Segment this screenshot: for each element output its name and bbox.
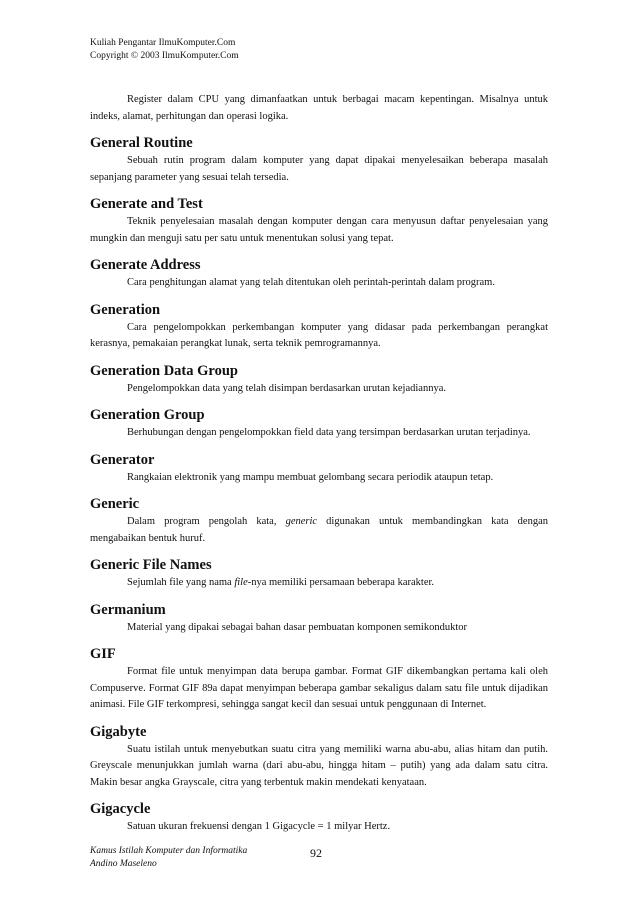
- header-copyright: Copyright © 2003 IlmuKomputer.Com: [90, 51, 239, 61]
- entry-definition: Material yang dipakai sebagai bahan dasar pembuatan komponen semikonduktor: [127, 621, 467, 633]
- glossary-entry: [90, 601, 548, 637]
- entry-definition: Teknik penyelesaian masalah dengan komputer dengan cara menyusun daftar penyelesaian yang mungkin dan menguji satu per satu untuk menentukan solusi yang tepat.: [90, 216, 548, 244]
- glossary-entry: [90, 451, 548, 487]
- footer-author: Andino Maseleno: [90, 859, 157, 869]
- definition-italic-text: file: [234, 577, 248, 588]
- entry-term: GIF: [90, 646, 116, 662]
- entry-term: Germanium: [90, 601, 166, 618]
- glossary-entry: [90, 362, 548, 398]
- definition-text: Sejumlah file yang nama: [127, 577, 235, 588]
- entry-term: Generic File Names: [90, 557, 212, 573]
- page-footer: [90, 845, 247, 871]
- page-header: [90, 37, 239, 63]
- entry-term: Generator: [90, 451, 155, 468]
- definition-text: Dalam program pengolah kata,: [127, 516, 286, 527]
- entry-term: Gigabyte: [90, 723, 147, 740]
- entry-definition: [90, 575, 548, 592]
- page-number: 92: [310, 846, 322, 860]
- entry-definition: [90, 514, 548, 547]
- entry-definition: Cara penghitungan alamat yang telah ditentukan oleh perintah-perintah dalam program.: [127, 277, 495, 288]
- entry-definition: Suatu istilah untuk menyebutkan suatu citra yang memiliki warna abu-abu, alias hitam dan putih. Greyscale menunjukkan jumlah warna (dari abu-abu, hingga hitam – putih) yang ada dalam satu citra. Makin besar angka Grayscale, citra yang terbentuk makin mendekati kenyataan.: [90, 743, 548, 788]
- glossary-content: [90, 92, 548, 836]
- entry-definition: Berhubungan dengan pengelompokkan field data yang tersimpan berdasarkan urutan terjadinya.: [127, 427, 531, 438]
- entry-term: Generation Group: [90, 407, 205, 423]
- intro-paragraph: Register dalam CPU yang dimanfaatkan untuk berbagai macam kepentingan. Misalnya untuk indeks, alamat, perhitungan dan operasi logika.: [90, 94, 548, 122]
- glossary-entry: [90, 495, 548, 547]
- footer-book-title: Kamus Istilah Komputer dan Informatika: [90, 846, 248, 856]
- entry-term: Generation Data Group: [90, 362, 238, 379]
- glossary-entry: [90, 556, 548, 592]
- glossary-entry: [90, 256, 548, 292]
- glossary-entry: [90, 645, 548, 714]
- definition-italic-text: generic: [285, 516, 318, 527]
- glossary-entry: [90, 723, 548, 792]
- entry-definition: Sebuah rutin program dalam komputer yang dapat dipakai menyelesaikan beberapa masalah sepanjang parameter yang sesuai telah tersedia.: [90, 155, 548, 183]
- entry-term: Gigacycle: [90, 801, 151, 817]
- entry-definition: Rangkaian elektronik yang mampu membuat gelombang secara periodik ataupun tetap.: [127, 471, 494, 483]
- entry-term: Generic: [90, 496, 140, 512]
- glossary-entry: [90, 800, 548, 836]
- entry-term: General Routine: [90, 135, 193, 151]
- glossary-entry: [90, 406, 548, 442]
- entry-definition: Pengelompokkan data yang telah disimpan berdasarkan urutan kejadiannya.: [127, 382, 446, 394]
- entry-definition: Cara pengelompokkan perkembangan komputer yang didasar pada perkembangan perangkat kerasnya, pemakaian perangkat lunak, serta teknik pemrogramannya.: [90, 321, 548, 349]
- definition-text: digunakan untuk membandingkan kata dengan mengabaikan bentuk huruf.: [90, 516, 548, 544]
- glossary-entry: [90, 195, 548, 247]
- glossary-entry: [90, 301, 548, 353]
- entry-term: Generate and Test: [90, 196, 203, 212]
- definition-text: -nya memiliki persamaan beberapa karakter.: [247, 577, 435, 588]
- header-course-title: Kuliah Pengantar IlmuKomputer.Com: [90, 38, 236, 48]
- glossary-entry: [90, 134, 548, 186]
- entry-definition: Format file untuk menyimpan data berupa gambar. Format GIF dikembangkan pertama kali oleh Compuserve. Format GIF 89a dapat menyimpan beberapa gambar sekaligus dalam satu file untuk dijadikan animasi. File GIF terkompresi, sehingga sangat kecil dan sesuai untuk penggunaan di Internet.: [90, 666, 548, 710]
- entry-term: Generation: [90, 301, 161, 318]
- entry-term: Generate Address: [90, 257, 201, 273]
- entry-definition: Satuan ukuran frekuensi dengan 1 Gigacycle = 1 milyar Hertz.: [127, 821, 391, 832]
